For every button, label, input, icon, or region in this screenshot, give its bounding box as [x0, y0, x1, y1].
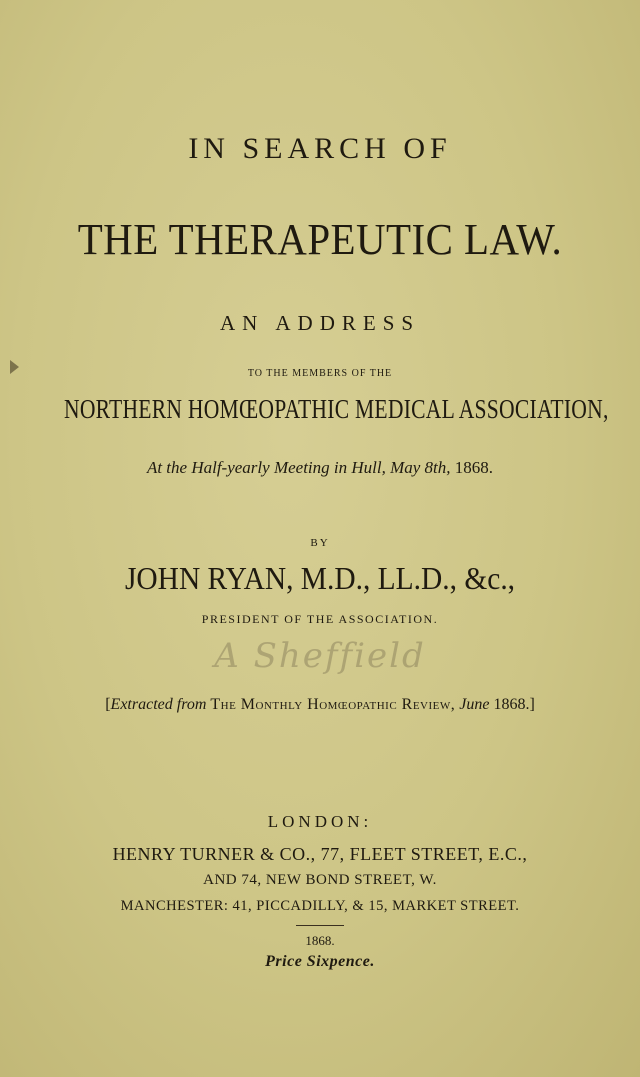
meeting-line	[0, 458, 640, 478]
publisher-line-2: AND 74, NEW BOND STREET, W.	[203, 872, 437, 888]
handwritten-signature: A Sheffield	[214, 636, 426, 676]
meeting-year: 1868.	[454, 458, 494, 477]
meeting-suffix: th,	[433, 458, 451, 477]
divider-rule	[296, 925, 344, 926]
publisher-city: LONDON:	[267, 812, 373, 831]
publisher-line-1: HENRY TURNER & CO., 77, FLEET STREET, E.C.,	[112, 844, 528, 864]
author-name: JOHN RYAN, M.D., LL.D., &c.,	[124, 560, 516, 596]
extracted-from: Extracted from	[110, 696, 207, 713]
price-line: Price Sixpence.	[265, 953, 375, 970]
to-members-line: TO THE MEMBERS OF THE	[247, 368, 393, 379]
publisher-line-3: MANCHESTER: 41, PICCADILLY, & 15, MARKET STREET.	[120, 898, 520, 914]
publication-year: 1868.	[305, 933, 335, 948]
extract-line	[0, 696, 640, 714]
by-line: BY	[310, 537, 330, 549]
author-title: PRESIDENT OF THE ASSOCIATION.	[201, 612, 439, 626]
extract-month: June	[459, 696, 490, 713]
extract-open-bracket: [	[105, 696, 111, 713]
association-name: NORTHERN HOMŒOPATHIC MEDICAL ASSOCIATION,	[64, 394, 609, 424]
meeting-prefix: At the Half-yearly Meeting in Hull, May 8	[146, 458, 434, 477]
journal-name: The Monthly Homœopathic Review,	[210, 696, 456, 713]
main-title: THE THERAPEUTIC LAW.	[77, 215, 563, 264]
extract-close: 1868.]	[493, 696, 535, 713]
subtitle: AN ADDRESS	[219, 311, 421, 335]
title-line-1: IN SEARCH OF	[188, 132, 452, 165]
